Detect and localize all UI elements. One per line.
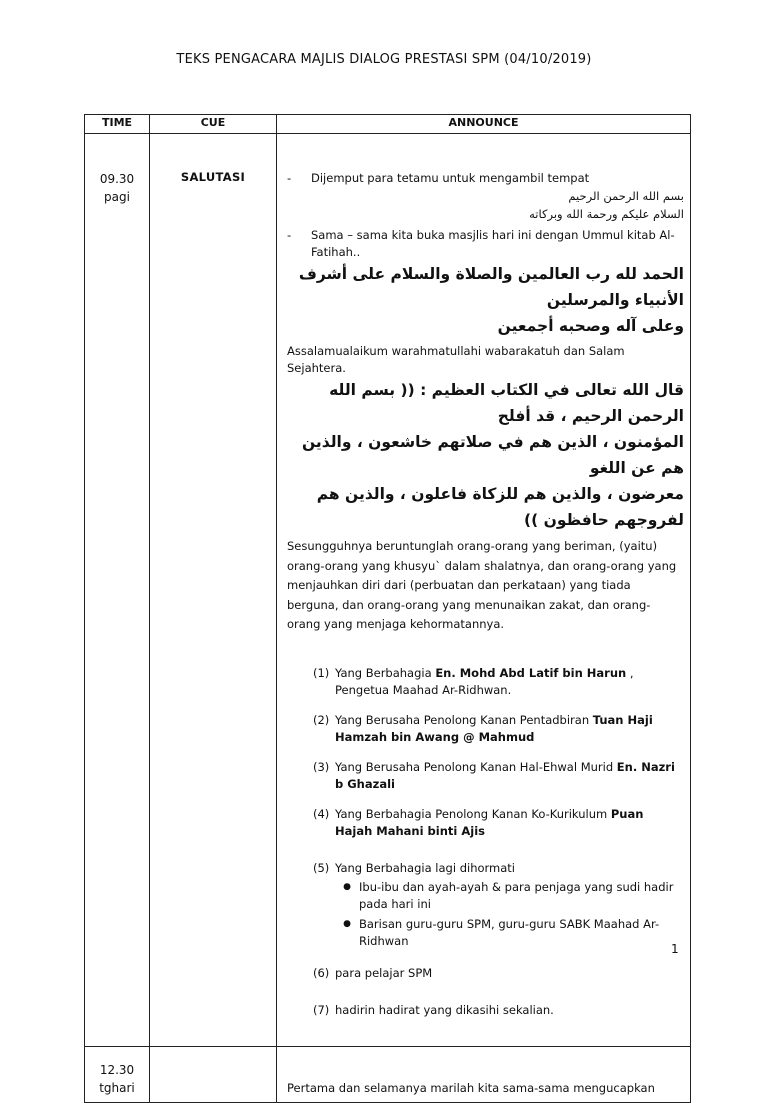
bullet-icon: ● [343,918,351,929]
bullet-list [335,879,684,950]
dash-item-text: Dijemput para tetamu untuk mengambil tempat [311,171,590,185]
time-period: pagi [104,190,130,204]
dash-item: - Dijemput para tetamu untuk mengambil tempat [287,171,590,185]
arabic-basmalah: بسم الله الرحمن الرحيم [568,189,684,203]
time-value: 09.30 [99,172,135,186]
list-item: (1) Yang Berbahagia En. Mohd Abd Latif bin Harun , Pengetua Maahad Ar-Ridhwan. [313,665,634,697]
arabic-hamd-line-1: الحمد لله رب العالمين والصلاة والسلام على أشرف الأنبياء والمرسلين [298,265,684,309]
time-cell [85,134,150,1047]
list-item: (6) para pelajar SPM [313,965,433,980]
list-item: (7) hadirin hadirat yang dikasihi sekalian. [313,1002,554,1017]
cue-cell: SALUTASI [150,134,277,1047]
guest-name: Tuan Haji Hamzah bin Awang @ Mahmud [335,712,653,744]
guest-name: Puan Hajah Mahani binti Ajis [335,806,644,838]
list-item: (3) Yang Berusaha Penolong Kanan Hal-Ehwal Murid En. Nazri b Ghazali [313,759,675,791]
list-item: (4) Yang Berbahagia Penolong Kanan Ko-Kurikulum Puan Hajah Mahani binti Ajis [313,806,644,838]
bullet-icon: ● [343,881,351,892]
cue-cell [150,1046,277,1102]
time-period: tghari [99,1080,135,1095]
page-number: 1 [671,942,679,956]
list-item: ● Barisan guru-guru SPM, guru-guru SABK Maahad Ar-Ridhwan [335,916,684,950]
guest-name: En. Mohd Abd Latif bin Harun [435,665,627,680]
arabic-verse-line-3: معرضون ، والذين هم للزكاة فاعلون ، والذين هم لفروجهم حافظون )) [316,485,684,529]
verse-translation: Sesungguhnya beruntunglah orang-orang yang beriman, (yaitu) orang-orang yang khusyu` dalam shalatnya, dan orang-orang yang menjauhkan diri dari (perbuatan dan perkataan) yang tiada berguna, dan orang-orang yang menunaikan zakat, dan orang-orang yang menjaga kehormatannya. [287,539,677,631]
announce-cell [277,134,691,1047]
table-row [85,134,691,1047]
dash-item-text: Sama – sama kita buka masjlis hari ini dengan Ummul kitab Al-Fatihah.. [311,228,675,259]
time-value: 12.30 [99,1062,135,1077]
list-item: (2) Yang Berusaha Penolong Kanan Pentadbiran Tuan Haji Hamzah bin Awang @ Mahmud [313,712,653,744]
arabic-salam: السلام عليكم ورحمة الله وبركاته [529,207,684,221]
header-announce: ANNOUNCE [277,115,691,134]
arabic-hamd-line-2: وعلى آله وصحبه أجمعين [497,317,684,335]
dash-item: - Sama – sama kita buka masjlis hari ini dengan Ummul kitab Al-Fatihah.. [287,227,684,261]
arabic-verse-line-1: قال الله تعالى في الكتاب العظيم : (( بسم الله الرحمن الرحيم ، قد أفلح [329,381,684,425]
schedule-table [84,114,691,1103]
table-header-row [85,115,691,134]
table-row [85,1046,691,1102]
page-title: TEKS PENGACARA MAJLIS DIALOG PRESTASI SPM (04/10/2019) [176,52,592,67]
guest-list [287,665,684,1019]
list-item: (5) Yang Berbahagia lagi dihormati ● Ibu-ibu dan ayah-ayah & para penjaga yang sudi hadir pada hari ini ● Barisan guru-guru SPM, guru-guru SABK Maahad Ar-Ridhwan [313,860,684,953]
header-time: TIME [85,115,150,134]
header-cue: CUE [150,115,277,134]
announce-cell: Pertama dan selamanya marilah kita sama-sama mengucapkan [277,1046,691,1102]
guest-name: En. Nazri b Ghazali [335,759,675,791]
arabic-verse-line-2: المؤمنون ، الذين هم في صلاتهم خاشعون ، والذين هم عن اللغو [301,433,684,477]
list-item: ● Ibu-ibu dan ayah-ayah & para penjaga yang sudi hadir pada hari ini [335,879,684,913]
greeting-text: Assalamualaikum warahmatullahi wabarakatuh dan Salam Sejahtera. [287,344,625,375]
time-cell [85,1046,150,1102]
